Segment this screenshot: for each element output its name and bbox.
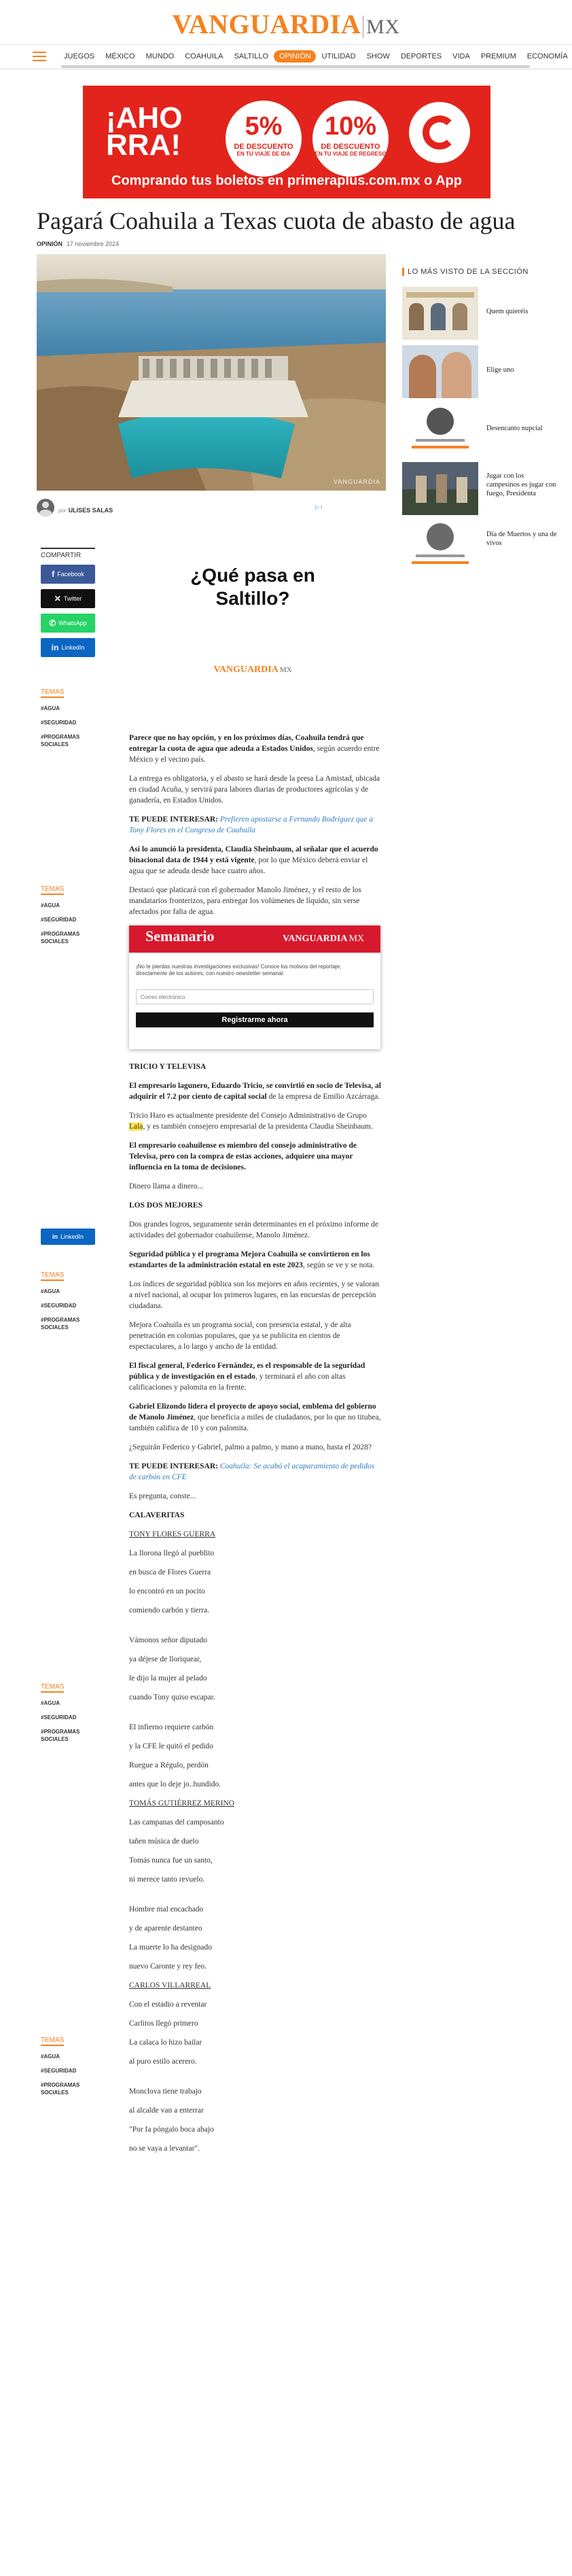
temas-block bbox=[41, 1680, 95, 1750]
temas-title: TEMAS bbox=[41, 1683, 64, 1693]
section-heading: TRICIO Y TELEVISA bbox=[129, 1063, 207, 1071]
poem-line: La llorona llegó al pueblito bbox=[129, 1549, 215, 1557]
share-panel bbox=[41, 548, 95, 663]
poem-block bbox=[129, 1817, 383, 1972]
article-body bbox=[129, 733, 383, 2162]
most-viewed-sidebar bbox=[402, 268, 557, 579]
related-link: TE PUEDE INTERESAR: Coahuila: Se acabó el acaparamiento de pedidos de carbón en CFE bbox=[129, 1462, 375, 1481]
poem-line: La muerte lo ha designado bbox=[129, 1943, 212, 1952]
saltillo-ad-question: ¿Qué pasa en Saltillo? bbox=[190, 565, 315, 609]
paragraph: Es pregunta, conste... bbox=[129, 1492, 196, 1500]
paragraph: Destacó que platicará con el gobernador Manolo Jiménez, y el resto de los mandatarios fronterizos, para entregar los volúmenes de líquido, sin verse afectados por falta de agua. bbox=[129, 886, 362, 916]
saltillo-ad[interactable] bbox=[183, 504, 322, 692]
tag-agua[interactable]: #AGUA bbox=[41, 902, 60, 908]
poem-subject: TOMÁS GUTIÉRREZ MERINO bbox=[129, 1799, 235, 1807]
nav-item-juegos[interactable]: JUEGOS bbox=[64, 52, 95, 60]
linkedin-icon: in bbox=[52, 1233, 58, 1240]
poem-line: nuevo Caronte y rey feo. bbox=[129, 1962, 207, 1971]
paragraph: Dos grandes logros, seguramente serán determinantes en el próximo informe de actividades del gobernador coahuilense, Manolo Jiménez. bbox=[129, 1220, 378, 1239]
logo-mx: MX bbox=[363, 16, 399, 38]
most-viewed-title: LO MÁS VISTO DE LA SECCIÓN bbox=[402, 268, 557, 276]
most-viewed-thumb[interactable] bbox=[402, 404, 478, 457]
tag-programas-sociales[interactable]: #PROGRAMAS SOCIALES bbox=[41, 1317, 80, 1330]
tag-programas-sociales[interactable]: #PROGRAMAS SOCIALES bbox=[41, 2082, 80, 2096]
nav-item-coahuila[interactable]: COAHUILA bbox=[185, 52, 224, 60]
author-prefix: por bbox=[58, 507, 67, 514]
nav-item-vida[interactable]: VIDA bbox=[452, 52, 470, 60]
temas-block bbox=[41, 1268, 95, 1338]
most-viewed-item[interactable] bbox=[402, 521, 557, 579]
poem-line: y la CFE le quitó el pedido bbox=[129, 1742, 213, 1750]
most-viewed-link[interactable]: Elige uno bbox=[486, 366, 514, 374]
ad-discount-2: 10% DE DESCUENTO EN TU VIAJE DE REGRESO bbox=[312, 101, 389, 177]
stanza-gap bbox=[129, 2075, 383, 2086]
x-icon: ✕ bbox=[54, 594, 61, 603]
photo-credit: VANGUARDIA bbox=[334, 478, 380, 485]
poem-line: comiendo carbón y tierra. bbox=[129, 1606, 210, 1615]
poem-line: no se vaya a levantar". bbox=[129, 2145, 200, 2153]
nav-item-méxico[interactable]: MÉXICO bbox=[105, 52, 135, 60]
primera-plus-ad[interactable] bbox=[83, 86, 490, 198]
poem-line: antes que lo deje jo..hundido. bbox=[129, 1780, 221, 1788]
temas-title: TEMAS bbox=[41, 2036, 64, 2046]
most-viewed-thumb[interactable] bbox=[402, 521, 478, 574]
paragraph: Seguridad pública y el programa Mejora Coahuila se convirtieron en los estandartes de la administración estatal en este 2023, según se ve y se nota. bbox=[129, 1250, 375, 1269]
tag-seguridad[interactable]: #SEGURIDAD bbox=[41, 1303, 77, 1309]
nav-item-opinión[interactable]: OPINIÓN bbox=[274, 50, 316, 63]
share-whatsapp-button[interactable]: ✆ WhatsApp bbox=[41, 614, 95, 633]
poem-line: El infierno requiere carbón bbox=[129, 1723, 214, 1731]
most-viewed-item[interactable] bbox=[402, 345, 557, 404]
main-navbar bbox=[0, 45, 572, 69]
stanza-gap bbox=[129, 1624, 383, 1635]
tag-seguridad[interactable]: #SEGURIDAD bbox=[41, 720, 77, 726]
primera-plus-logo-icon bbox=[409, 102, 470, 163]
related-article-link[interactable]: Coahuila: Se acabó el acaparamiento de pedidos de carbón en CFE bbox=[129, 1462, 375, 1481]
poem-line: ya déjese de lloriquear, bbox=[129, 1655, 202, 1663]
facebook-icon: f bbox=[52, 569, 55, 579]
ad-headline: ¡AHO RRA! bbox=[106, 101, 183, 162]
tag-agua[interactable]: #AGUA bbox=[41, 2053, 60, 2060]
article-headline: Pagará Coahuila a Texas cuota de abasto de agua bbox=[37, 207, 516, 234]
site-logo[interactable] bbox=[0, 8, 572, 40]
highlighted-term[interactable]: Lala bbox=[129, 1123, 143, 1131]
share-linkedin-button[interactable]: in LinkedIn bbox=[41, 638, 95, 657]
tag-agua[interactable]: #AGUA bbox=[41, 1288, 60, 1294]
paragraph: Dinero llama a dinero... bbox=[129, 1182, 204, 1190]
most-viewed-item[interactable] bbox=[402, 404, 557, 462]
poem-subject: TONY FLORES GUERRA bbox=[129, 1530, 216, 1538]
share-twitter-button[interactable]: ✕ Twitter bbox=[41, 589, 95, 608]
nav-item-economía[interactable]: ECONOMÍA bbox=[526, 52, 568, 60]
whatsapp-icon: ✆ bbox=[49, 618, 56, 628]
share-facebook-button[interactable]: f Facebook bbox=[41, 565, 95, 584]
paragraph: Tricio Haro es actualmente presidente del Consejo Administrativo de Grupo Lala, y es también consejero empresarial de la presidenta Claudia Sheinbaum. bbox=[129, 1112, 373, 1131]
tag-programas-sociales[interactable]: #PROGRAMAS SOCIALES bbox=[41, 734, 80, 747]
temas-title: TEMAS bbox=[41, 688, 64, 698]
poem-line: tañen música de duelo bbox=[129, 1837, 199, 1846]
most-viewed-thumb[interactable] bbox=[402, 462, 478, 515]
poem-line: lo encontró en un pocito bbox=[129, 1587, 205, 1595]
article-meta bbox=[37, 241, 119, 247]
most-viewed-item[interactable] bbox=[402, 462, 557, 521]
section-heading: LOS DOS MEJORES bbox=[129, 1201, 202, 1210]
poem-line: La calaca lo hizo bailar bbox=[129, 2039, 202, 2047]
paragraph: Mejora Coahuila es un programa social, con presencia estatal, y de alta penetración en colonias populares, que ya se publicita en cientos de espectaculares, a lo largo y ancho de la entidad. bbox=[129, 1321, 351, 1351]
related-article-link[interactable]: Prefieren apostarse a Fernando Rodríguez que a Tony Flores en el Congreso de Coahuila bbox=[129, 815, 374, 834]
nav-item-mundo[interactable]: MUNDO bbox=[145, 52, 175, 60]
share-title: COMPARTIR bbox=[41, 548, 95, 559]
paragraph: Los índices de seguridad pública son los mejores en años recientes, y se valoran a nivel nacional, al ocupar los primeros lugares, en las encuestas de percepción ciudadana. bbox=[129, 1280, 379, 1310]
most-viewed-item[interactable] bbox=[402, 287, 557, 345]
poem-line: Con el estadio a reventar bbox=[129, 2000, 207, 2009]
poem-line: Vámonos señor diputado bbox=[129, 1636, 207, 1644]
poem-line: cuando Tony quiso escapar. bbox=[129, 1693, 215, 1701]
poem-block bbox=[129, 1999, 383, 2154]
related-link: TE PUEDE INTERESAR: Prefieren apostarse a Fernando Rodríguez que a Tony Flores en el Congreso de Coahuila bbox=[129, 815, 374, 834]
most-viewed-link[interactable]: Día de Muertos y una de vivos bbox=[486, 531, 557, 547]
most-viewed-link[interactable]: Desencanto nupcial bbox=[486, 425, 543, 432]
paragraph: El empresario coahuilense es miembro del consejo administrativo de Televisa, pero con la compra de estas acciones, adquiere una mayor influencia en la toma de decisiones. bbox=[129, 1142, 357, 1171]
nav-scrollbar[interactable] bbox=[61, 65, 530, 68]
paragraph: Parece que no hay opción, y en los próximos días, Coahuila tendrá que entregar la cuota de agua que adeuda a Estados Unidos, según acuerdo entre México y el vecino país. bbox=[129, 734, 380, 764]
poem-line: Carlitos llegó primero bbox=[129, 2019, 198, 2028]
nav-item-premium[interactable]: PREMIUM bbox=[480, 52, 516, 60]
poem-block bbox=[129, 1548, 383, 1790]
nav-item-deportes[interactable]: DEPORTES bbox=[400, 52, 442, 60]
site-header bbox=[0, 0, 572, 45]
paragraph: ¿Seguirán Federico y Gabriel, palmo a palmo, y mano a mano, hasta el 2028? bbox=[129, 1443, 372, 1451]
paragraph: Así lo anunció la presidenta, Claudia Sheinbaum, al señalar que el acuerdo binacional data de 1944 y está vigente, por lo que México deberá enviar el agua que se adeuda desde hace cuatro años. bbox=[129, 845, 378, 875]
article-date: 17 noviembre 2024 bbox=[67, 241, 120, 247]
newsletter-email-input[interactable] bbox=[136, 989, 374, 1004]
paragraph: Gabriel Elizondo lidera el proyecto de apoyo social, emblema del gobierno de Manolo Jiménez, que beneficia a miles de ciudadanos, por lo que no titubea, también califica de 10 y con palomita. bbox=[129, 1402, 381, 1432]
section-heading: CALAVERITAS bbox=[129, 1511, 185, 1519]
poem-line: Las campanas del camposanto bbox=[129, 1818, 224, 1827]
author-avatar bbox=[37, 499, 54, 516]
tag-programas-sociales[interactable]: #PROGRAMAS SOCIALES bbox=[41, 1729, 80, 1742]
poem-line: ni merece tanto revuelo. bbox=[129, 1875, 205, 1884]
poem-line: Hombre mal encachado bbox=[129, 1905, 204, 1913]
most-viewed-link[interactable]: Jugar con los campesinos es jugar con fuego, Presidenta bbox=[486, 472, 556, 497]
nav-items bbox=[58, 50, 572, 63]
poem-line: Tomás nunca fue un santo, bbox=[129, 1856, 213, 1865]
most-viewed-thumb[interactable] bbox=[402, 345, 478, 398]
stanza-gap bbox=[129, 1711, 383, 1722]
temas-title: TEMAS bbox=[41, 885, 64, 895]
poem-subject: CARLOS VILLARREAL bbox=[129, 1981, 211, 1990]
temas-block bbox=[41, 2033, 95, 2103]
menu-icon[interactable] bbox=[33, 52, 46, 61]
tag-seguridad[interactable]: #SEGURIDAD bbox=[41, 2068, 77, 2074]
poem-line: Ruegue a Régulo, perdón bbox=[129, 1761, 209, 1769]
temas-block bbox=[41, 882, 95, 952]
tag-seguridad[interactable]: #SEGURIDAD bbox=[41, 917, 77, 923]
newsletter-signup bbox=[129, 925, 380, 1049]
tag-agua[interactable]: #AGUA bbox=[41, 1700, 60, 1706]
stanza-gap bbox=[129, 1893, 383, 1904]
paragraph: El fiscal general, Federico Fernández, es el responsable de la seguridad pública y de investigación en el estado, y terminará el año con altas calificaciones y palomita en la frente. bbox=[129, 1362, 365, 1392]
nav-item-utilidad[interactable]: UTILIDAD bbox=[321, 52, 356, 60]
tag-seguridad[interactable]: #SEGURIDAD bbox=[41, 1714, 77, 1721]
paragraph: La entrega es obligatoria, y el abasto se hará desde la presa La Amistad, ubicada en ciudad Acuña, y servirá para labores diarias de productores agrícolas y de ganadería, en Estados Unidos. bbox=[129, 775, 380, 805]
share-linkedin-button[interactable]: in LinkedIn bbox=[41, 1229, 95, 1245]
newsletter-description: ¡No te pierdas nuestras investigaciones exclusivas! Conoce los motivos del reportaje, directamente de los autores, con nuestro newsletter semanal. bbox=[136, 964, 342, 976]
ad-bottom-text: Comprando tus boletos en primeraplus.com.mx o App bbox=[111, 173, 462, 188]
ad-choices-icon[interactable]: ▷ i bbox=[315, 504, 322, 510]
temas-block bbox=[41, 685, 95, 755]
newsletter-title: Semanario bbox=[145, 928, 215, 945]
author-name[interactable]: ULISES SALAS bbox=[68, 507, 113, 514]
tag-agua[interactable]: #AGUA bbox=[41, 705, 60, 711]
article-category[interactable]: OPINIÓN bbox=[37, 241, 63, 247]
most-viewed-link[interactable]: Quem quieréis bbox=[486, 308, 529, 315]
poem-line: en busca de Flores Guerra bbox=[129, 1568, 211, 1576]
linkedin-icon: in bbox=[51, 643, 59, 652]
paragraph: El empresario lagunero, Eduardo Tricio, se convirtió en socio de Televisa, al adquirir el 7.2 por ciento de capital social de la empresa de Emilio Azcárraga. bbox=[129, 1082, 381, 1101]
article-photo bbox=[37, 254, 386, 491]
newsletter-submit-button[interactable]: Registrarme ahora bbox=[136, 1012, 374, 1027]
poem-line: Monclova tiene trabajo bbox=[129, 2087, 202, 2096]
most-viewed-thumb[interactable] bbox=[402, 287, 478, 340]
nav-item-show[interactable]: SHOW bbox=[366, 52, 390, 60]
temas-title: TEMAS bbox=[41, 1271, 64, 1281]
nav-item-saltillo[interactable]: SALTILLO bbox=[234, 52, 268, 60]
poem-line: y de aparente destanteo bbox=[129, 1924, 202, 1933]
poem-line: le dijo la mujer al pelado bbox=[129, 1674, 207, 1682]
newsletter-brand: VANGUARDIA MX bbox=[283, 934, 364, 944]
poem-line: al alcalde van a enterrar bbox=[129, 2106, 204, 2115]
newsletter-header bbox=[129, 925, 380, 953]
logo-text: VANGUARDIA bbox=[172, 9, 361, 39]
tag-programas-sociales[interactable]: #PROGRAMAS SOCIALES bbox=[41, 931, 80, 945]
author-byline[interactable] bbox=[37, 499, 113, 516]
poem-line: al puro estilo acerero. bbox=[129, 2058, 197, 2066]
saltillo-ad-brand: VANGUARDIA MX bbox=[213, 665, 292, 675]
ad-discount-1: 5% DE DESCUENTO EN TU VIAJE DE IDA bbox=[226, 101, 302, 177]
poem-line: "Por fa póngalo boca abajo bbox=[129, 2125, 214, 2134]
